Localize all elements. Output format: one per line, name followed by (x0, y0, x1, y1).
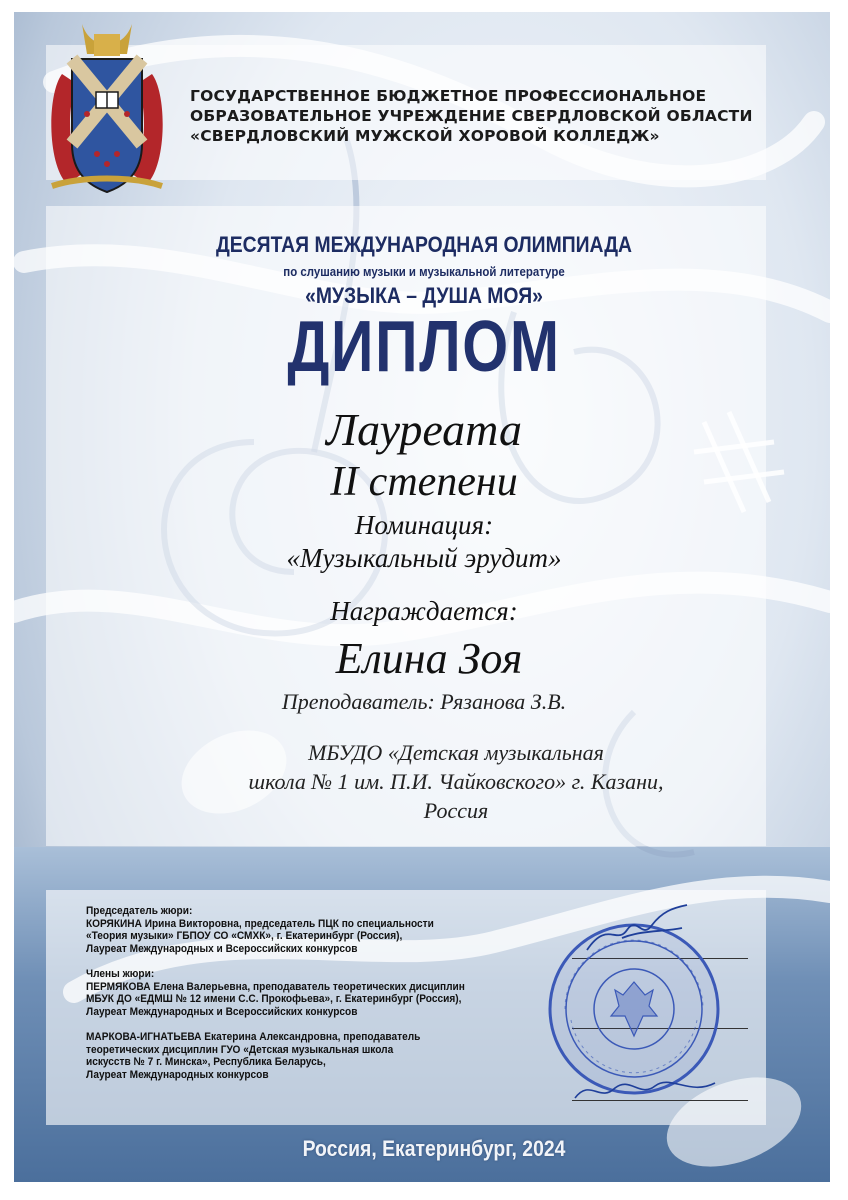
nomination-label: Номинация: (354, 510, 494, 540)
jury-line: Лауреат Международных и Всероссийских конкурсов (86, 942, 358, 955)
school-line: МБУДО «Детская музыкальная (308, 740, 604, 765)
jury-line: ПЕРМЯКОВА Елена Валерьевна, преподаватель теоретических дисциплин (86, 980, 465, 993)
jury-chair (86, 905, 518, 955)
olympiad-motto: «МУЗЫКА – ДУША МОЯ» (305, 283, 543, 308)
place-and-year: Россия, Екатеринбург, 2024 (302, 1136, 566, 1161)
laureate-title: Лауреата (326, 404, 522, 455)
school-line: школа № 1 им. П.И. Чайковского» г. Казани, (248, 769, 664, 794)
jury-line: МБУК ДО «ЕДМШ № 12 имени С.С. Прокофьева», г. Екатеринбург (Россия), (86, 993, 462, 1005)
jury-line: Лауреат Международных конкурсов (86, 1068, 269, 1081)
laureate-degree: II степени (330, 459, 518, 505)
institution-line: ГОСУДАРСТВЕННОЕ БЮДЖЕТНОЕ ПРОФЕССИОНАЛЬНОЕ (190, 87, 707, 105)
jury-line: искусств № 7 г. Минска», Республика Беларусь, (86, 1056, 326, 1068)
school-line: Россия (423, 798, 489, 823)
jury-list (86, 905, 518, 1094)
jury-line: «Теория музыки» ГБПОУ СО «СМХК», г. Екатеринбург (Россия), (86, 930, 403, 942)
awarded-label: Награждается: (330, 596, 518, 626)
nomination-value: «Музыкальный эрудит» (286, 543, 562, 573)
institution-name (190, 86, 753, 146)
jury-member (86, 1031, 518, 1081)
jury-member (86, 968, 518, 1018)
jury-line: МАРКОВА-ИГНАТЬЕВА Екатерина Александровна, преподаватель (86, 1031, 421, 1043)
school-name (0, 738, 848, 825)
olympiad-title: ДЕСЯТАЯ МЕЖДУНАРОДНАЯ ОЛИМПИАДА (215, 232, 633, 257)
jury-line: КОРЯКИНА Ирина Викторовна, председатель ПЦК по специальности (86, 917, 434, 930)
institution-line: «СВЕРДЛОВСКИЙ МУЖСКОЙ ХОРОВОЙ КОЛЛЕДЖ» (190, 127, 660, 145)
institution-line: ОБРАЗОВАТЕЛЬНОЕ УЧРЕЖДЕНИЕ СВЕРДЛОВСКОЙ ОБЛАСТИ (190, 107, 753, 125)
jury-line: Председатель жюри: (86, 905, 193, 917)
jury-line: теоретических дисциплин ГУО «Детская музыкальная школа (86, 1043, 394, 1056)
recipient-name: Елина Зоя (335, 634, 523, 683)
jury-line: Лауреат Международных и Всероссийских конкурсов (86, 1005, 358, 1018)
signature-icon (570, 1068, 720, 1110)
signature-icon (582, 900, 692, 960)
coat-of-arms-icon (42, 14, 172, 196)
teacher-name: Преподаватель: Рязанова З.В. (281, 689, 567, 714)
olympiad-subtitle: по слушанию музыки и музыкальной литературе (283, 264, 565, 279)
diploma-heading: ДИПЛОМ (287, 307, 561, 387)
jury-line: Члены жюри: (86, 968, 155, 980)
